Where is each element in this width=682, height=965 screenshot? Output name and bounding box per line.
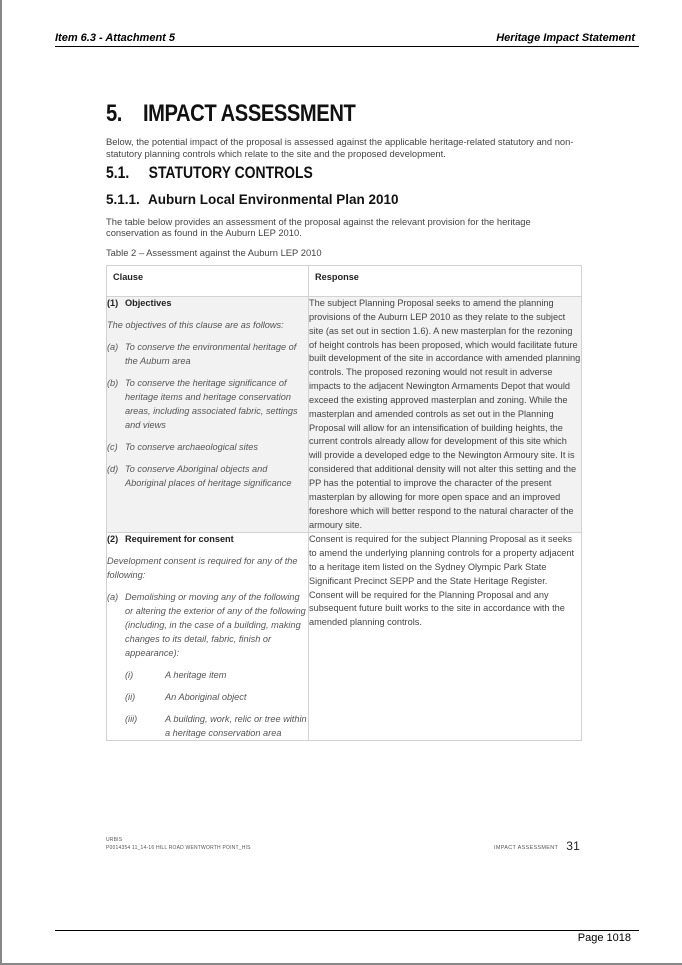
page-label: Page 1018	[577, 932, 631, 944]
table-row	[107, 533, 582, 741]
clause-number: (2)	[107, 534, 119, 545]
table-caption: Table 2 – Assessment against the Auburn LEP 2010	[106, 247, 322, 258]
clause-heading	[107, 533, 308, 545]
sub-list-item: (ii) An Aboriginal object	[125, 692, 247, 703]
header-document-title: Heritage Impact Statement	[496, 32, 635, 44]
footer-company: URBIS	[106, 837, 123, 843]
document-header	[55, 32, 639, 47]
response-column-header: Response	[309, 266, 582, 297]
clause-title: Requirement for consent	[125, 534, 234, 545]
subsubsection-paragraph: The table below provides an assessment of the proposal against the relevant provision for the heritage conservation as found in the Auburn LEP 2010.	[106, 216, 531, 238]
subsubsection-title: Auburn Local Environmental Plan 2010	[148, 192, 399, 207]
response-cell: Consent is required for the subject Planning Proposal as it seeks to amend the underlying planning controls for a property adjacent to a heritage item listed on the Sydney Olympic Park State Significant Precinct SEPP and the State Heritage Register. Consent will be required for the Planning Proposal and any subsequent future built works to the site in accordance with the amended planning controls.	[309, 533, 582, 741]
sub-list-item: (i) A heritage item	[125, 670, 227, 681]
clause-title: Objectives	[125, 298, 172, 308]
clause-cell	[107, 533, 309, 741]
list-item: (b) To conserve the heritage significance of heritage items and heritage conservation areas, including associated fabric, settings and views	[107, 378, 298, 430]
clause-intro: Development consent is required for any of the following:	[107, 556, 298, 581]
clause-column-header: Clause	[107, 266, 309, 297]
section-title: IMPACT ASSESSMENT	[142, 100, 356, 127]
page-frame-left	[0, 0, 2, 965]
footer-rule	[55, 930, 639, 931]
list-item: (c) To conserve archaeological sites	[107, 442, 258, 452]
footer-section-label: IMPACT ASSESSMENT	[494, 845, 559, 851]
subsubsection-number: 5.1.1.	[106, 192, 140, 207]
section-heading	[106, 100, 355, 128]
clause-number: (1)	[107, 298, 119, 308]
list-item: (a) To conserve the environmental heritage of the Auburn area	[107, 342, 297, 366]
table-header-row	[107, 266, 582, 297]
section-number: 5.	[106, 100, 122, 127]
clause-heading	[107, 297, 308, 309]
footer-page-number: 31	[566, 839, 581, 853]
footer-right	[494, 838, 580, 852]
subsection-title: STATUTORY CONTROLS	[148, 163, 313, 182]
response-cell: The subject Planning Proposal seeks to amend the planning provisions of the Auburn LEP 2010 as they relate to the subject site (as set out in section 1.6). A new masterplan for the rezoning of height controls has been proposed, which would facilitate future built development of the site in accordance with amended planning controls. The proposed rezoning would not result in adverse impacts to the adjacent Newington Armaments Depot that would exceed the existing approved masterplan and zoning. While the masterplan and amended controls as set out in the Planning Proposal will allow for an intensification of building heights, the current controls already allow for development of this site which will provide a developed edge to the Newington Armoury site. It is considered that additional density will not alter this setting and the PP has the potential to improve the character of the present masterplan by allowing for more open space and an improved foreshore which will better respond to the natural character of the armoury site.	[309, 297, 582, 533]
assessment-table	[106, 265, 582, 741]
table-row	[107, 297, 582, 533]
sub-list-item: (iii) A building, work, relic or tree within a heritage conservation area	[125, 714, 307, 739]
footer-left	[106, 836, 251, 852]
list-item: (a) Demolishing or moving any of the following or altering the exterior of any of the following (including, in the case of a building, making changes to its detail, fabric, finish or appearance):	[107, 592, 306, 659]
clause-intro: The objectives of this clause are as follows:	[107, 320, 284, 330]
clause-cell	[107, 297, 309, 533]
section-intro: Below, the potential impact of the proposal is assessed against the applicable heritage-related statutory and non-statutory planning controls which relate to the site and the proposed development.	[106, 136, 574, 159]
header-item-label: Item 6.3 - Attachment 5	[55, 32, 176, 44]
footer-reference: P0014354 11_14-16 HILL ROAD WENTWORTH POINT_HIS	[106, 845, 251, 851]
subsection-heading	[106, 163, 313, 183]
list-item: (d) To conserve Aboriginal objects and Aboriginal places of heritage significance	[107, 464, 292, 488]
subsection-number: 5.1.	[106, 163, 130, 182]
subsubsection-heading	[106, 192, 399, 207]
